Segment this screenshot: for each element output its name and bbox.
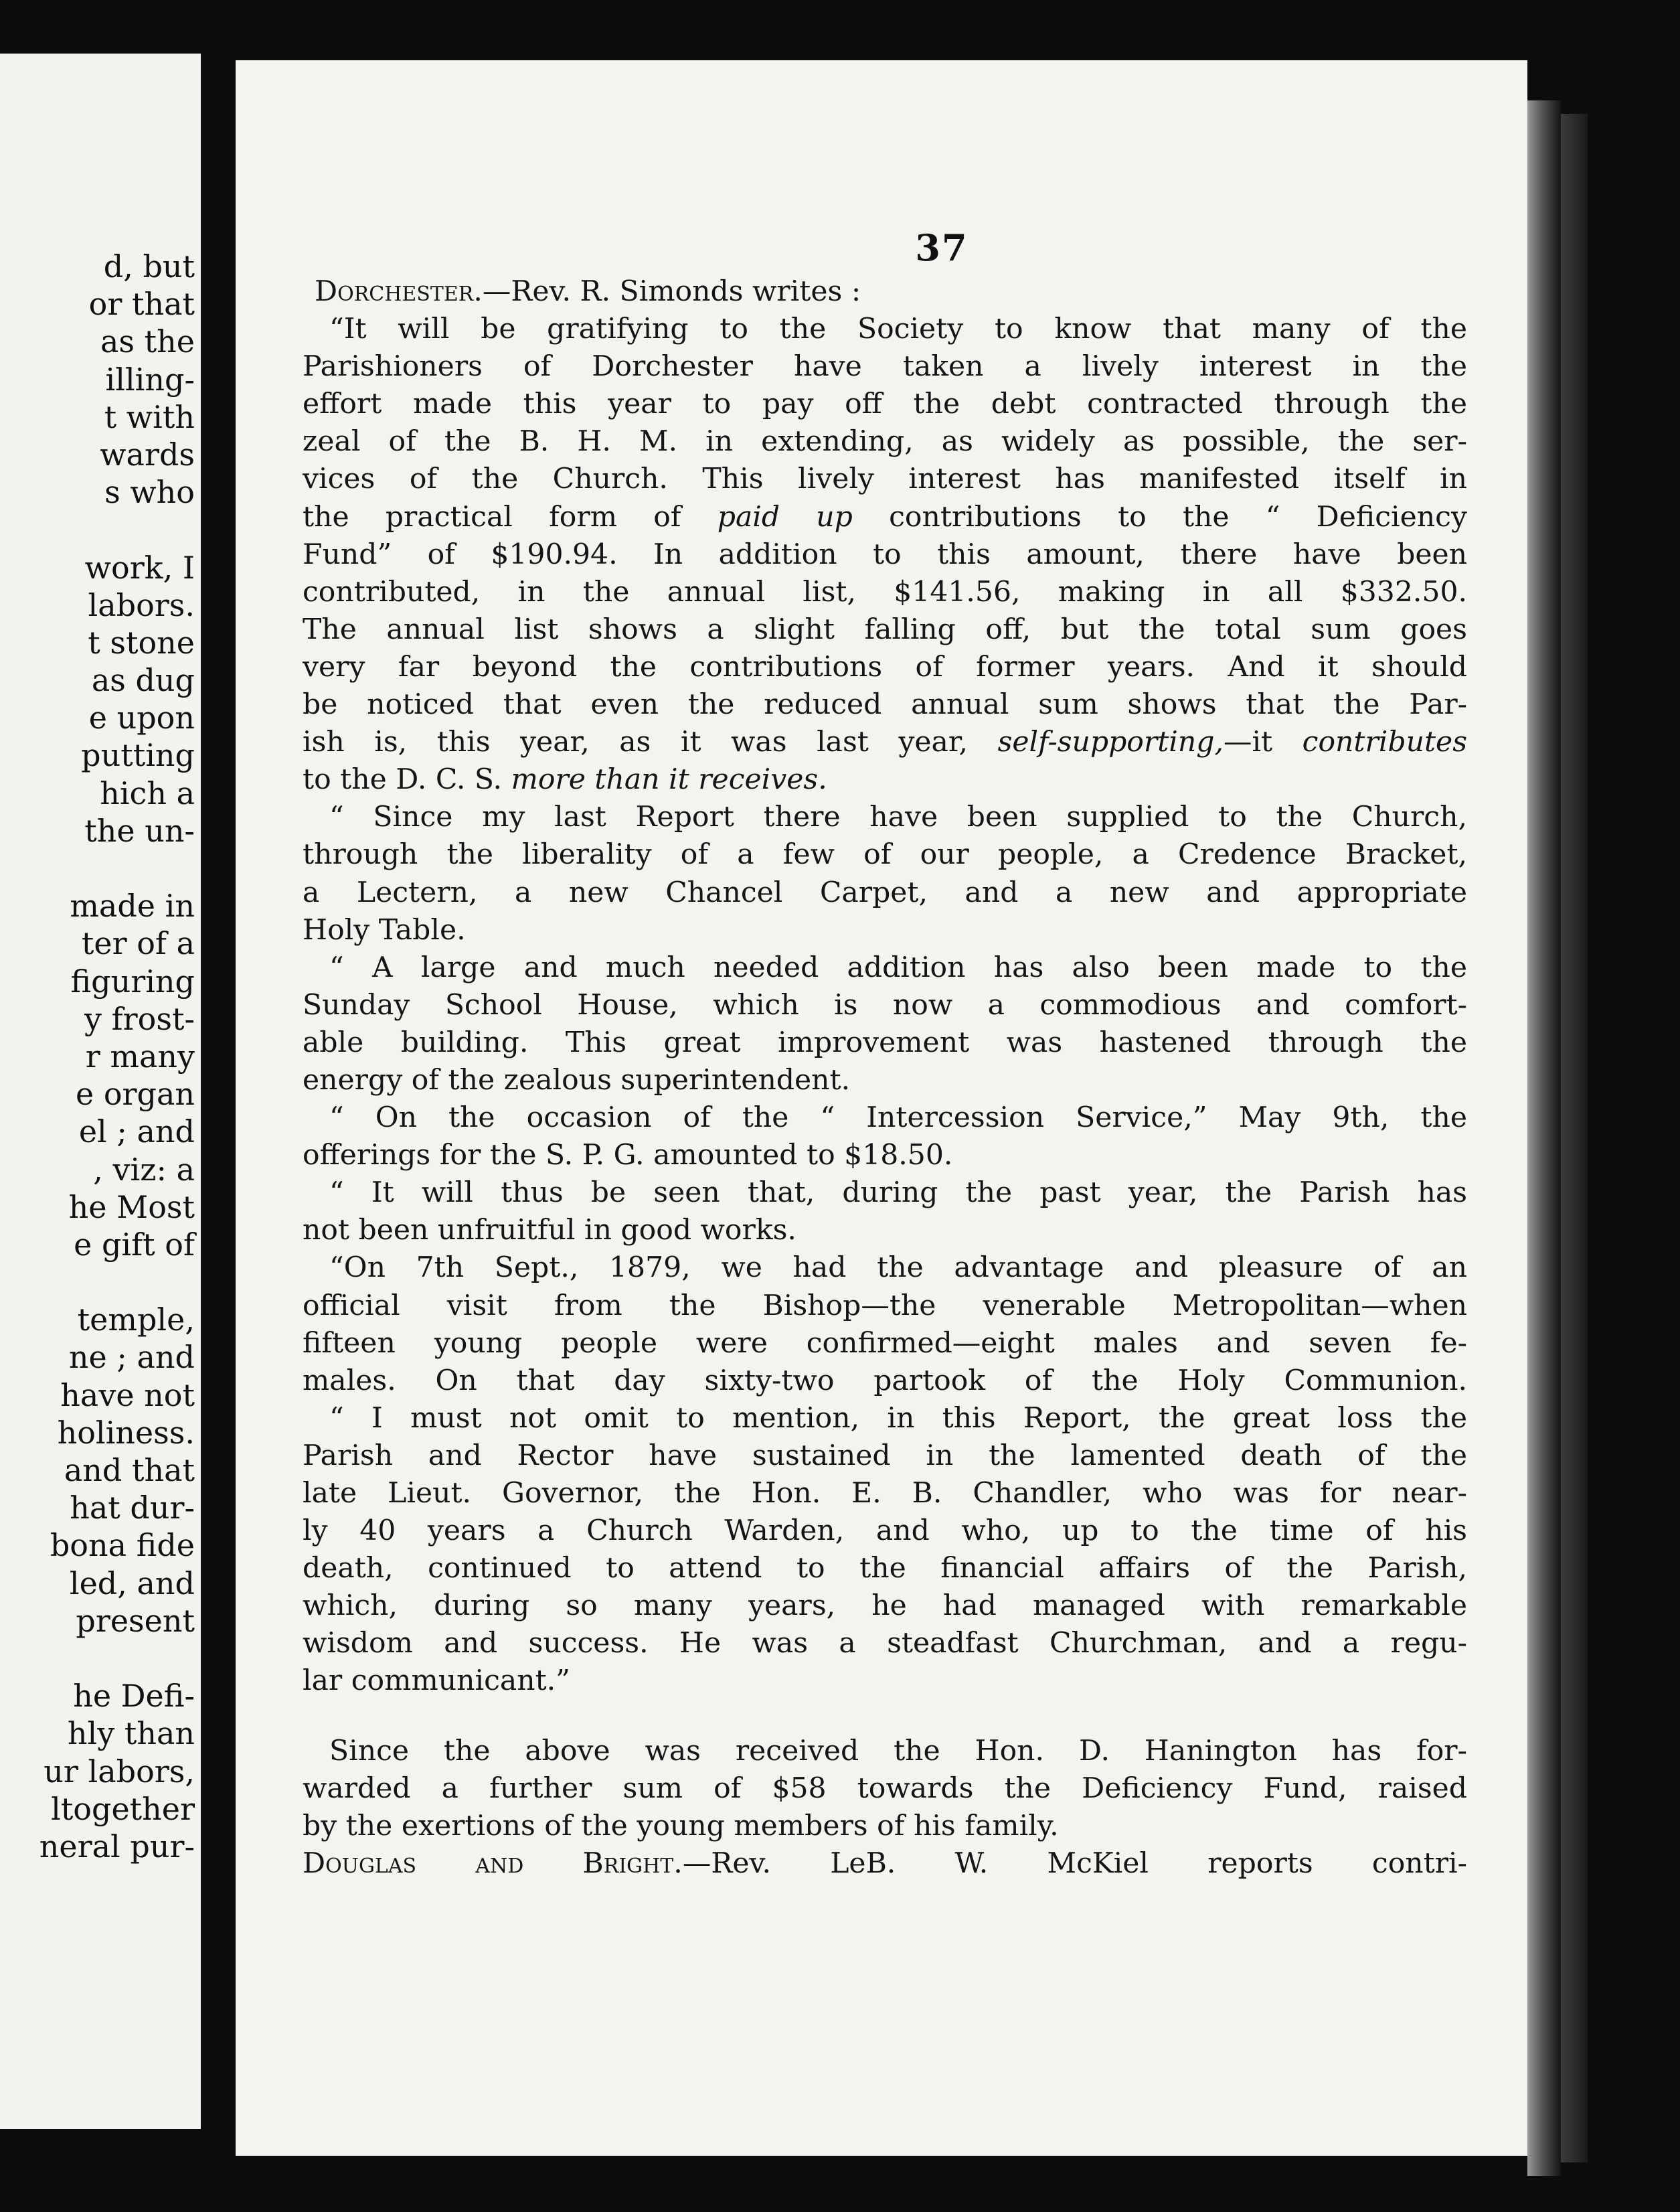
left-page-line: t stone (88, 624, 195, 661)
text-line: be noticed that even the reduced annual sum shows that the Par- (303, 688, 1467, 722)
text-line: Parishioners of Dorchester have taken a lively interest in the (303, 350, 1467, 384)
text-line: Since the above was received the Hon. D. Hanington has for- (329, 1734, 1467, 1767)
left-page-line: ne ; and (68, 1339, 195, 1376)
left-page-line: ter of a (81, 925, 195, 962)
left-page-line: the un- (84, 812, 195, 849)
heading-rest: —Rev. R. Simonds writes : (482, 275, 861, 308)
left-page-line: or that (88, 286, 195, 323)
text-line: zeal of the B. H. M. in extending, as widely as possible, the ser- (303, 425, 1467, 459)
left-page-line: neral pur- (39, 1828, 195, 1865)
left-page-line: he Defi- (73, 1678, 195, 1715)
heading-rest: —Rev. LeB. W. McKiel reports contri- (682, 1846, 1468, 1880)
italic-phrase: paid up (717, 500, 853, 534)
book-gutter (201, 0, 234, 2212)
text-line: by the exertions of the young members of his family. (303, 1809, 1059, 1842)
italic-phrase: more than it receives. (511, 763, 827, 797)
text-line: “ It will thus be seen that, during the past year, the Parish has (329, 1176, 1467, 1210)
left-page-line: hly than (67, 1715, 195, 1752)
left-page-line (39, 1263, 195, 1301)
text-line: ly 40 years a Church Warden, and who, up to the time of his (303, 1514, 1467, 1548)
text-line: contributed, in the annual list, $141.56, making in all $332.50. (303, 575, 1467, 609)
paragraph-gap (303, 1701, 1467, 1733)
left-facing-page (0, 54, 204, 2129)
left-page-line: , viz: a (93, 1151, 195, 1188)
left-page-line: made in (70, 888, 195, 925)
section-heading (303, 273, 1467, 311)
text-line: “ I must not omit to mention, in this Report, the great loss the (329, 1401, 1467, 1435)
italic-phrase: contributes (1302, 726, 1468, 759)
left-page-line: and that (64, 1452, 195, 1488)
left-page-line: figuring (70, 963, 195, 1000)
section-heading (303, 1845, 1467, 1883)
text-line: Fund” of $190.94. In addition to this amount, there have been (303, 538, 1467, 571)
parish-name: Dorchester. (315, 275, 483, 308)
text-line: “ On the occasion of the “ Intercession Service,” May 9th, the (329, 1101, 1467, 1135)
text-span: the practical form of (303, 500, 718, 534)
left-page-line: el ; and (78, 1113, 195, 1150)
left-page-line: ltogether (51, 1790, 195, 1827)
left-page-line: temple, (77, 1301, 195, 1338)
text-line: lar communicant.” (303, 1664, 570, 1698)
left-page-line: hich a (100, 775, 195, 811)
left-page-line: as dug (91, 662, 195, 699)
text-line: fifteen young people were confirmed—eight males and seven fe- (303, 1326, 1467, 1360)
left-page-line: holiness. (57, 1414, 195, 1451)
text-line: “ A large and much needed addition has also been made to the (329, 951, 1467, 984)
left-page-line: work, I (84, 549, 195, 586)
left-page-line: e organ (75, 1076, 195, 1113)
page-stack-edge (1527, 100, 1561, 2176)
left-page-line: bona fide (50, 1527, 195, 1564)
left-page-line: d, but (103, 248, 195, 285)
left-page-line (39, 850, 195, 887)
text-span: —it (1223, 726, 1303, 759)
text-line: “ Since my last Report there have been supplied to the Church, (329, 801, 1467, 834)
text-line: a Lectern, a new Chancel Carpet, and a new and appropriate (303, 876, 1467, 909)
text-line: not been unfruitful in good works. (303, 1214, 796, 1247)
main-page (236, 60, 1527, 2156)
book-cover-edge (1561, 114, 1588, 2162)
left-page-line: illing- (105, 361, 195, 398)
text-line: official visit from the Bishop—the venerable Metropolitan—when (303, 1289, 1467, 1322)
parish-name: Douglas and Bright. (303, 1846, 683, 1880)
left-page-line: as the (100, 323, 195, 360)
text-line: able building. This great improvement was hastened through the (303, 1026, 1467, 1059)
italic-phrase: self-supporting, (997, 726, 1224, 759)
text-line: wisdom and success. He was a steadfast Churchman, and a regu- (303, 1627, 1467, 1660)
text-line: males. On that day sixty-two partook of the Holy Communion. (303, 1364, 1467, 1397)
left-page-line: putting (81, 737, 195, 774)
left-page-line: s who (104, 474, 195, 511)
text-line: very far beyond the contributions of former years. And it should (303, 650, 1467, 684)
text-line (303, 499, 1467, 536)
text-line: Sunday School House, which is now a commodious and comfort- (303, 988, 1467, 1022)
text-span: to the D. C. S. (303, 763, 511, 797)
left-page-line: r many (85, 1038, 195, 1075)
text-line (303, 761, 1467, 799)
text-line: energy of the zealous superintendent. (303, 1063, 851, 1097)
text-line: offerings for the S. P. G. amounted to $18.50. (303, 1139, 953, 1172)
left-page-line: wards (100, 436, 195, 473)
text-line: Parish and Rector have sustained in the lamented death of the (303, 1439, 1467, 1472)
text-line: death, continued to attend to the financial affairs of the Parish, (303, 1552, 1467, 1585)
left-page-line: e upon (88, 700, 195, 736)
text-line: effort made this year to pay off the debt contracted through the (303, 388, 1467, 421)
text-line: vices of the Church. This lively interest has manifested itself in (303, 463, 1467, 496)
text-line: late Lieut. Governor, the Hon. E. B. Chandler, who was for near- (303, 1477, 1467, 1510)
page-body-text (303, 273, 1467, 1883)
left-page-line (39, 511, 195, 548)
text-span: ish is, this year, as it was last year, (303, 726, 998, 759)
text-line (303, 724, 1467, 761)
left-page-line: led, and (69, 1565, 195, 1601)
text-span: contributions to the “ Deficiency (852, 500, 1467, 534)
text-line: “On 7th Sept., 1879, we had the advantage and pleasure of an (329, 1251, 1467, 1285)
page-number: 37 (915, 226, 969, 269)
left-page-line: hat dur- (70, 1490, 195, 1526)
text-line: warded a further sum of $58 towards the Deficiency Fund, raised (303, 1771, 1467, 1805)
text-line: which, during so many years, he had managed with remarkable (303, 1589, 1467, 1623)
left-page-line: labors. (88, 586, 195, 623)
left-page-line: ur labors, (44, 1753, 195, 1790)
left-page-line: e gift of (74, 1226, 195, 1263)
text-line: through the liberality of a few of our people, a Credence Bracket, (303, 838, 1467, 872)
left-page-line: y frost- (84, 1000, 195, 1037)
left-page-line: t with (104, 398, 195, 435)
left-page-line (39, 1640, 195, 1677)
text-line: The annual list shows a slight falling off, but the total sum goes (303, 613, 1467, 646)
text-line: “It will be gratifying to the Society to know that many of the (329, 313, 1467, 346)
left-page-line: he Most (68, 1188, 195, 1225)
text-line: Holy Table. (303, 913, 466, 947)
left-page-text (39, 248, 195, 1865)
left-page-line: present (76, 1602, 195, 1639)
left-page-line: have not (60, 1376, 195, 1413)
